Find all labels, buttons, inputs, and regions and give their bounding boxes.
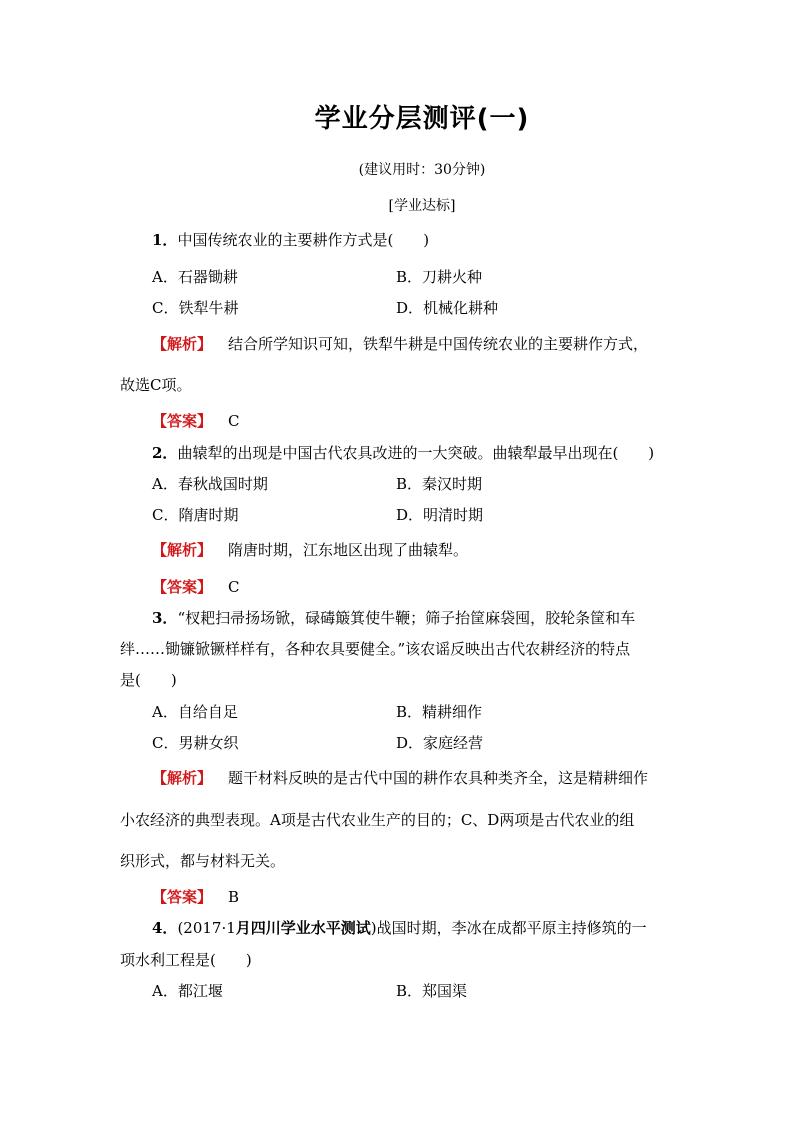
q4-option-b: B．郑国渠: [396, 982, 468, 1000]
question-2-text: 曲辕犁的出现是中国古代农具改进的一大突破。曲辕犁最早出现在( ): [177, 444, 655, 462]
question-3-stem-line-1: [152, 608, 635, 628]
question-1-stem: [152, 230, 429, 250]
q1-answer-value: C: [228, 412, 240, 430]
answer-tag: 【答案】: [152, 412, 213, 430]
q3-analysis-line-2: 小农经济的典型表现。A项是古代农业生产的目的；C、D两项是古代农业的组: [120, 811, 635, 829]
q1-option-c: C．铁犁牛耕: [152, 299, 239, 317]
q3-option-a: A．自给自足: [152, 703, 238, 721]
question-4-number: 4．: [152, 919, 178, 937]
q3-option-d: D．家庭经营: [396, 734, 484, 752]
q3-answer-value: B: [228, 888, 240, 906]
q4-option-a: A．都江堰: [152, 982, 223, 1000]
source-date: (2017·1: [177, 919, 236, 937]
q2-answer: [152, 577, 240, 597]
q3-option-b: B．精耕细作: [396, 703, 483, 721]
q2-option-d: D．明清时期: [396, 506, 484, 524]
question-1-number: 1．: [152, 231, 178, 249]
q1-analysis-line-1: [152, 334, 648, 354]
question-4-stem-line-1: [152, 918, 647, 938]
q3-analysis-line-1: [152, 768, 648, 788]
q2-option-c: C．隋唐时期: [152, 506, 239, 524]
q3-analysis-text-1: 题干材料反映的是古代中国的耕作农具种类齐全，这是精耕细作: [228, 769, 649, 787]
question-3-stem-line-2: 绊……锄镰锨镢样样有，各种农具要健全。”该农谣反映出古代农耕经济的特点: [120, 640, 631, 658]
q1-analysis-line-2: 故选C项。: [120, 376, 192, 394]
source-close: ): [370, 919, 377, 937]
question-1-text: 中国传统农业的主要耕作方式是( ): [177, 231, 430, 249]
question-2-stem: [152, 443, 654, 463]
analysis-tag: 【解析】: [152, 541, 213, 559]
q1-option-d: D．机械化耕种: [396, 299, 499, 317]
time-note: (建议用时：30分钟): [358, 162, 486, 178]
q1-option-b: B．刀耕火种: [396, 268, 483, 286]
question-4-source: [177, 919, 376, 937]
q2-analysis: [152, 540, 468, 560]
analysis-tag: 【解析】: [152, 769, 213, 787]
answer-tag: 【答案】: [152, 888, 213, 906]
source-exam: 月四川学业水平测试: [235, 919, 371, 937]
question-4-text-1: 战国时期，李冰在成都平原主持修筑的一: [376, 919, 647, 937]
q3-option-c: C．男耕女织: [152, 734, 239, 752]
page-title: 学业分层测评(一): [314, 104, 530, 134]
q2-analysis-text: 隋唐时期，江东地区出现了曲辕犁。: [228, 541, 469, 559]
q2-answer-value: C: [228, 578, 240, 596]
question-2-number: 2．: [152, 444, 178, 462]
q1-analysis-text: 结合所学知识可知，铁犁牛耕是中国传统农业的主要耕作方式，: [228, 335, 649, 353]
q3-answer: [152, 887, 239, 907]
analysis-tag: 【解析】: [152, 335, 213, 353]
question-3-stem-line-3: 是( ): [120, 671, 177, 689]
q1-answer: [152, 411, 240, 431]
question-3-number: 3．: [152, 609, 178, 627]
section-heading: [学业达标]: [388, 198, 456, 214]
q3-analysis-line-3: 织形式，都与材料无关。: [120, 852, 286, 870]
q2-option-b: B．秦汉时期: [396, 475, 483, 493]
question-4-stem-line-2: 项水利工程是( ): [120, 951, 252, 969]
q2-option-a: A．春秋战国时期: [152, 475, 268, 493]
answer-tag: 【答案】: [152, 578, 213, 596]
question-3-text-1: “杈耙扫帚扬场锨，碌碡簸箕使牛鞭；筛子抬筐麻袋囤，胶轮条筐和车: [177, 609, 636, 627]
q1-option-a: A．石器锄耕: [152, 268, 238, 286]
